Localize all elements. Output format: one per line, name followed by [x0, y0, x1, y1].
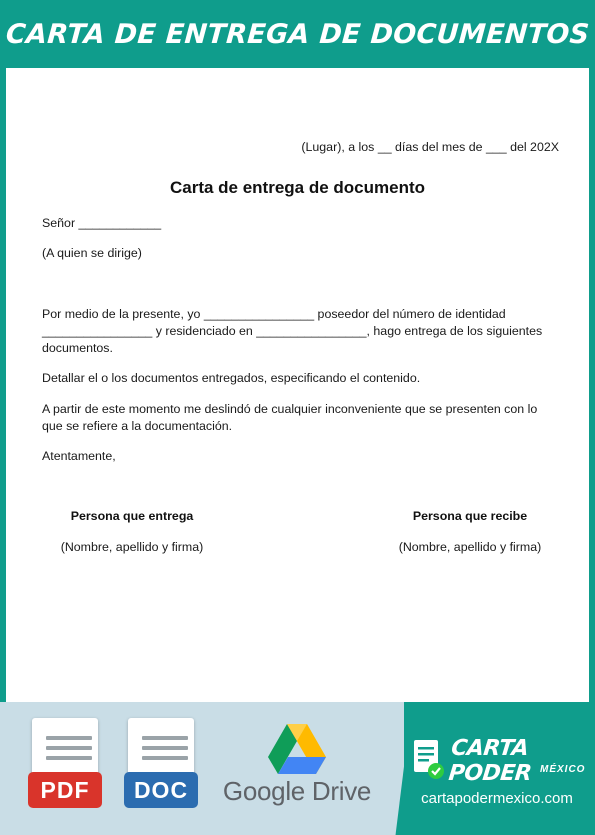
- receiver-note: (Nombre, apellido y firma): [398, 540, 542, 554]
- deliverer-note: (Nombre, apellido y firma): [60, 540, 204, 554]
- brand-country: MÉXICO: [540, 764, 586, 775]
- details-paragraph: Detallar el o los documentos entregados, especificando el contenido.: [42, 371, 421, 385]
- google-drive-button[interactable]: [222, 724, 372, 816]
- release-paragraph: A partir de este momento me deslindó de cualquier inconveniente que se presenten con lo que se refiere a la documentación.: [42, 402, 538, 433]
- banner: [0, 0, 595, 68]
- brand-url-link[interactable]: cartapodermexico.com: [421, 790, 573, 807]
- document-page: [6, 68, 589, 702]
- banner-title: CARTA DE ENTREGA DE DOCUMENTOS: [4, 18, 591, 50]
- salutation: Señor ____________: [42, 216, 162, 230]
- pdf-download-button[interactable]: [28, 718, 104, 818]
- google-drive-icon: [268, 724, 326, 774]
- doc-download-button[interactable]: [124, 718, 200, 818]
- closing: Atentamente,: [42, 449, 116, 463]
- google-drive-label: Google Drive: [222, 776, 372, 806]
- receiver-heading: Persona que recibe: [412, 509, 528, 523]
- pdf-label: PDF: [28, 772, 102, 808]
- document-check-icon: [412, 738, 446, 782]
- place-date: (Lugar), a los __ días del mes de ___ del 202X: [301, 140, 559, 154]
- document-title: Carta de entrega de documento: [169, 178, 426, 197]
- body-paragraph: Por medio de la presente, yo ________________ poseedor del número de identidad ________________ y residenciado en ________________, hago entrega de los siguientes documentos.: [42, 307, 543, 355]
- brand-name: CARTA PODER: [447, 736, 533, 786]
- doc-label: DOC: [124, 772, 198, 808]
- addressee-note: (A quien se dirige): [42, 246, 142, 260]
- deliverer-heading: Persona que entrega: [70, 509, 194, 523]
- download-footer: [0, 702, 595, 835]
